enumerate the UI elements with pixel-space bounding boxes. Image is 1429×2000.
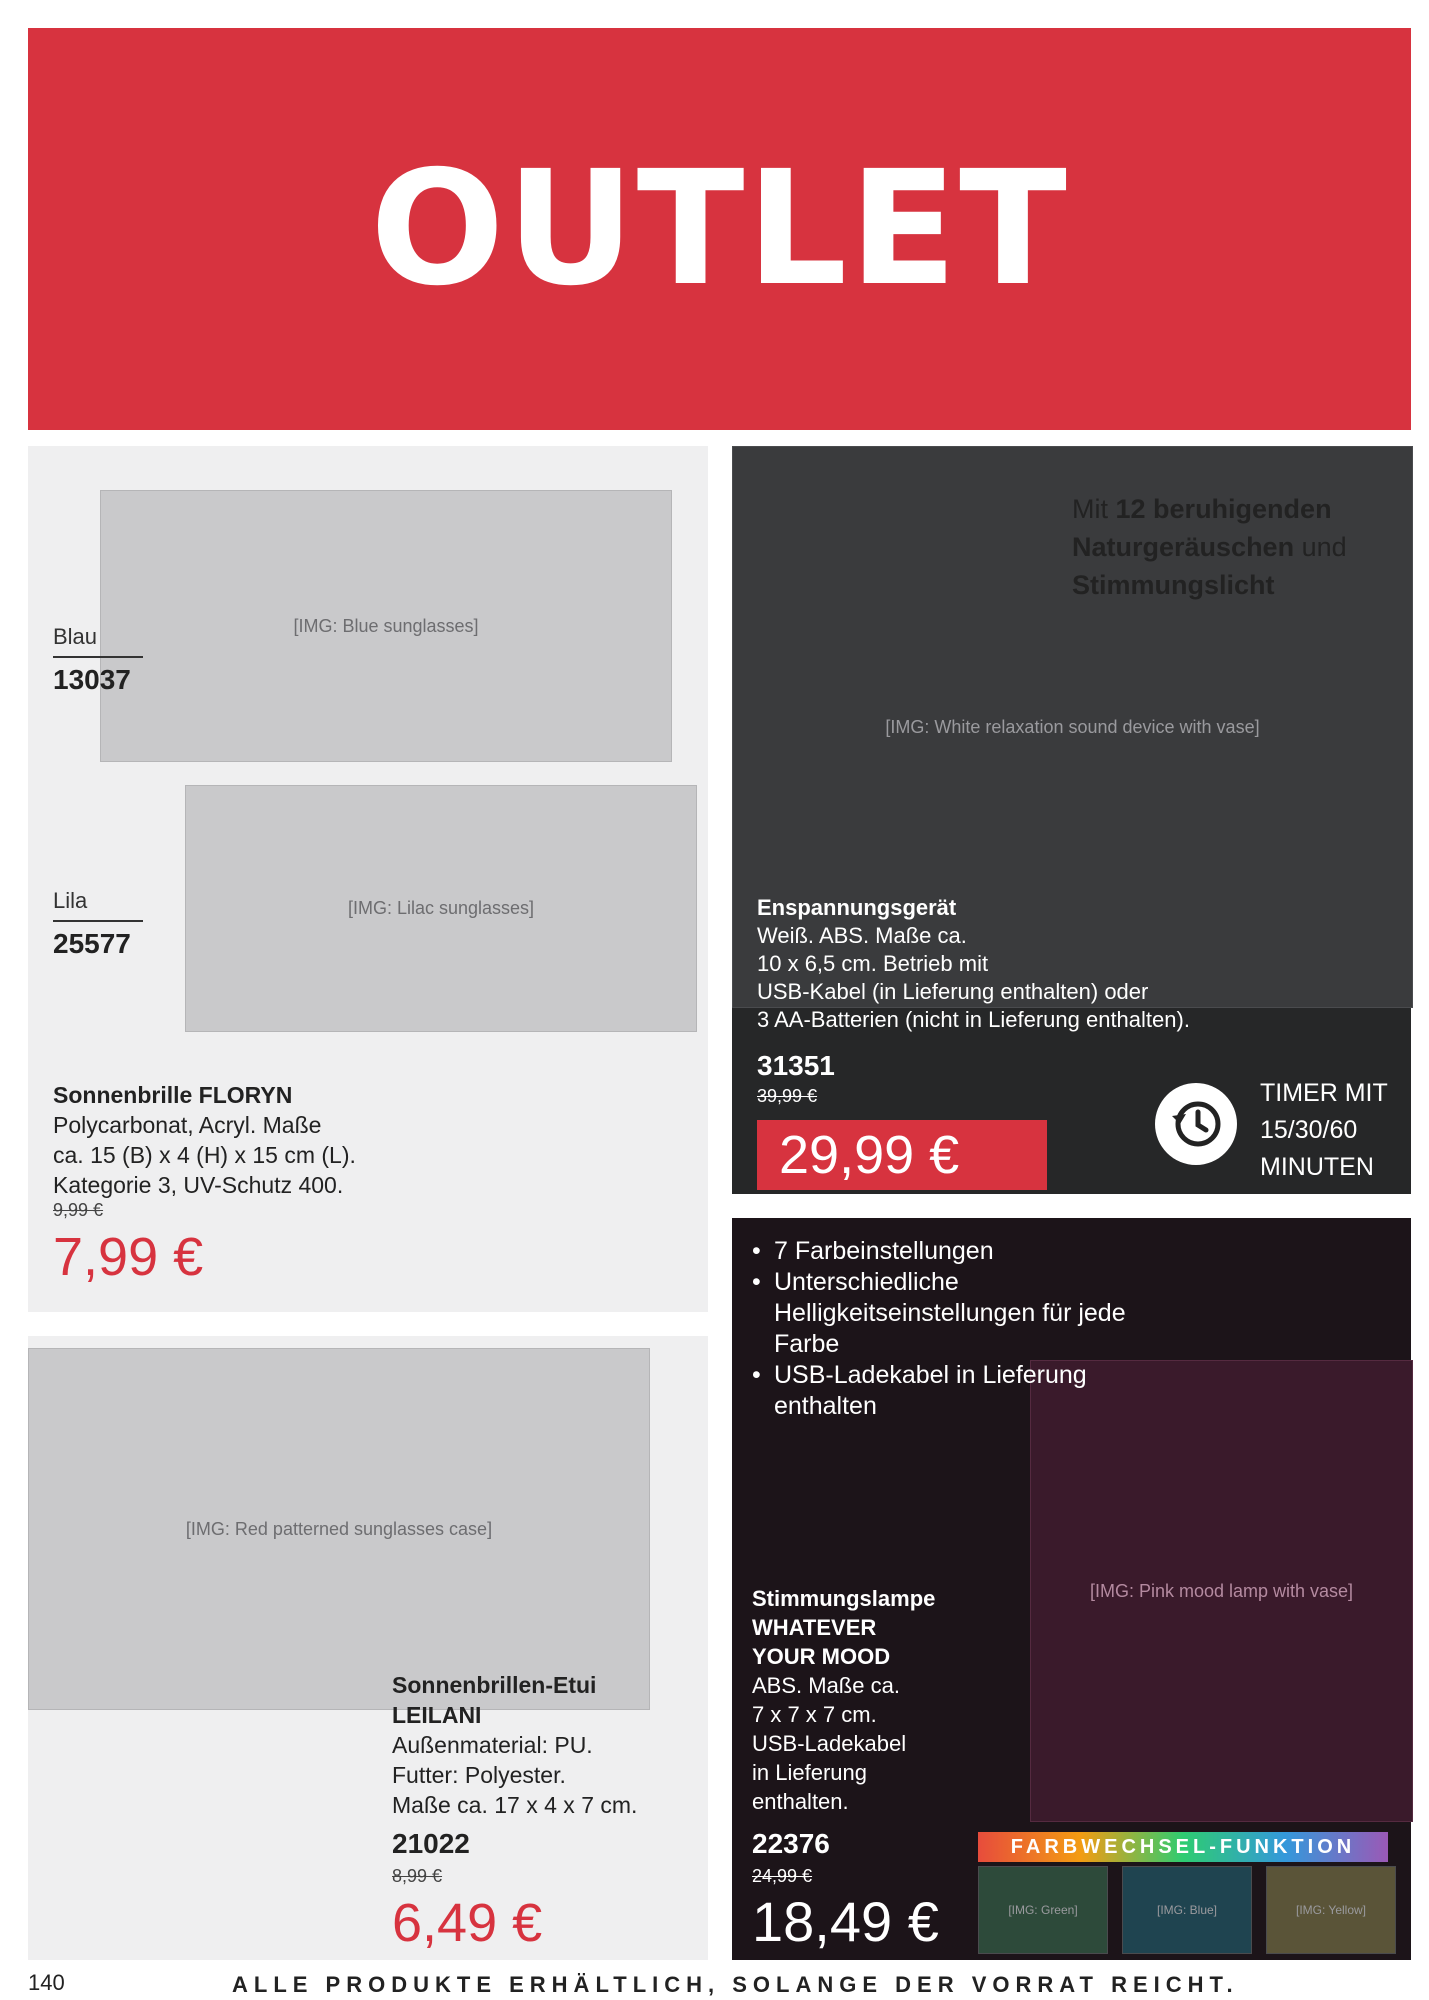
desc-line: Maße ca. 17 x 4 x 7 cm. [392, 1792, 638, 1818]
desc-line: USB-Kabel (in Lieferung enthalten) oder [757, 979, 1149, 1004]
desc-line: Außenmaterial: PU. [392, 1732, 593, 1758]
banner-title: OUTLET [370, 137, 1069, 321]
sunglasses-description [53, 1080, 653, 1200]
product-name: Enspannungsgerät [757, 895, 957, 920]
relax-description [757, 894, 1397, 1034]
product-name: LEILANI [392, 1702, 482, 1728]
timer-line: 15/30/60 [1260, 1116, 1358, 1144]
product-name: WHATEVER [752, 1615, 877, 1640]
old-price: 24,99 € [752, 1866, 813, 1886]
timer-icon [1168, 1096, 1224, 1152]
outlet-banner [28, 28, 1411, 430]
mood-lamp-image: [IMG: Pink mood lamp with vase] [1030, 1360, 1413, 1822]
article-number: 22376 [752, 1828, 830, 1859]
case-image: [IMG: Red patterned sunglasses case] [28, 1348, 650, 1710]
feature-list [750, 1236, 1150, 1422]
footer-disclaimer: ALLE PRODUKTE ERHÄLTLICH, SOLANGE DER VORRAT REICHT. [232, 1972, 1239, 1997]
desc-line: Kategorie 3, UV-Schutz 400. [53, 1172, 344, 1198]
page-number: 140 [28, 1970, 65, 1995]
headline-bold2: Stimmungslicht [1072, 570, 1275, 600]
desc-line: Futter: Polyester. [392, 1762, 566, 1788]
product-name: Sonnenbrillen-Etui [392, 1672, 597, 1698]
old-price: 8,99 € [392, 1866, 443, 1886]
sale-price: 7,99 € [53, 1227, 204, 1287]
blue-sunglasses-image: [IMG: Blue sunglasses] [100, 490, 672, 762]
lamp-blue-thumb: [IMG: Blue] [1122, 1866, 1252, 1954]
article-number-blau: 13037 [53, 664, 131, 695]
variant-color-blau: Blau [53, 624, 98, 649]
timer-line: TIMER MIT [1260, 1079, 1388, 1107]
desc-line: in Lieferung [752, 1760, 867, 1785]
variant-divider [53, 656, 143, 658]
sale-price: 6,49 € [392, 1893, 543, 1953]
product-name: Sonnenbrille FLORYN [53, 1082, 293, 1108]
lamp-yellow-thumb: [IMG: Yellow] [1266, 1866, 1396, 1954]
headline-bold: 12 beruhigenden Naturgeräuschen [1072, 494, 1332, 562]
color-change-text: FARBWECHSEL-FUNKTION [1010, 1835, 1356, 1858]
case-description [392, 1670, 702, 1820]
desc-line: enthalten. [752, 1789, 849, 1814]
sale-price: 18,49 € [752, 1890, 939, 1953]
headline-mid: und [1301, 532, 1347, 562]
feature-item: • 7 Farbeinstellungen [750, 1236, 1150, 1267]
article-number: 21022 [392, 1828, 470, 1859]
timer-badge [1155, 1083, 1237, 1165]
product-name: Stimmungslampe [752, 1586, 936, 1611]
desc-line: Weiß. ABS. Maße ca. [757, 923, 967, 948]
variant-divider [53, 920, 143, 922]
desc-line: ABS. Maße ca. [752, 1673, 900, 1698]
product-name: YOUR MOOD [752, 1644, 891, 1669]
desc-line: 7 x 7 x 7 cm. [752, 1702, 877, 1727]
lilac-sunglasses-image: [IMG: Lilac sunglasses] [185, 785, 697, 1032]
old-price: 39,99 € [757, 1086, 818, 1106]
desc-line: 3 AA-Batterien (nicht in Lieferung enthalten). [757, 1007, 1190, 1032]
article-number-lila: 25577 [53, 928, 131, 959]
feature-item: • Unterschiedliche Helligkeitseinstellungen für jede Farbe [750, 1267, 1150, 1360]
desc-line: Polycarbonat, Acryl. Maße [53, 1112, 322, 1138]
desc-line: 10 x 6,5 cm. Betrieb mit [757, 951, 989, 976]
desc-line: ca. 15 (B) x 4 (H) x 15 cm (L). [53, 1142, 356, 1168]
sale-price: 29,99 € [779, 1125, 960, 1185]
timer-line: MINUTEN [1260, 1153, 1374, 1181]
relax-headline [1072, 490, 1402, 604]
relax-device-image: [IMG: White relaxation sound device with vase] [732, 446, 1413, 1008]
timer-text [1260, 1075, 1388, 1186]
sale-price-box [757, 1120, 1047, 1190]
variant-color-lila: Lila [53, 888, 88, 913]
mood-lamp-description [752, 1584, 992, 1816]
headline-pre: Mit [1072, 494, 1108, 524]
lamp-green-thumb: [IMG: Green] [978, 1866, 1108, 1954]
desc-line: USB-Ladekabel [752, 1731, 907, 1756]
feature-item: • USB-Ladekabel in Lieferung enthalten [750, 1360, 1150, 1422]
article-number: 31351 [757, 1050, 835, 1081]
color-change-label [978, 1832, 1388, 1862]
old-price: 9,99 € [53, 1200, 104, 1220]
